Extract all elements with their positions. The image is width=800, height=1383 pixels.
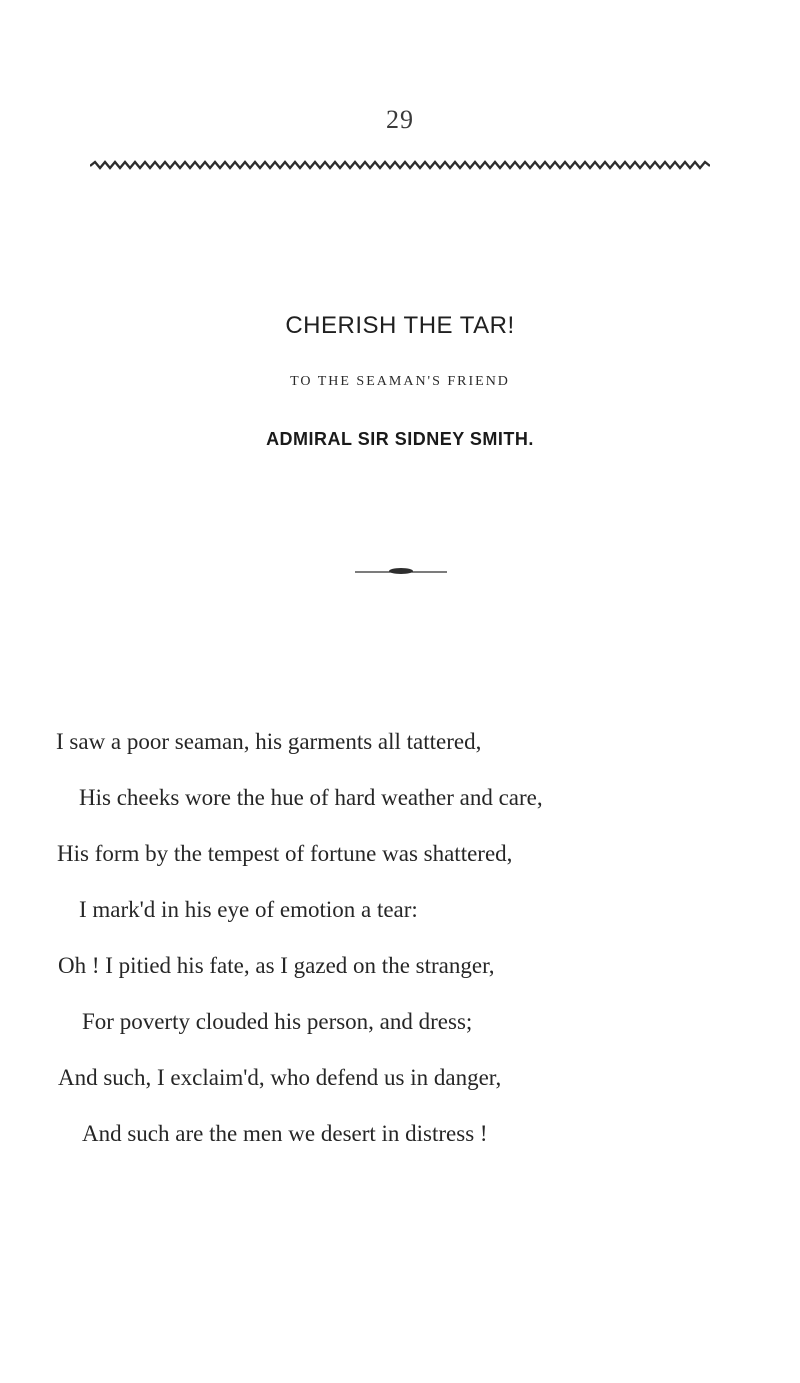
dedicatee-name: ADMIRAL SIR SIDNEY SMITH.	[266, 429, 534, 449]
poem-line: His cheeks wore the hue of hard weather and care,	[79, 785, 543, 810]
wave-border-ornament	[90, 160, 710, 172]
poem-line: And such, I exclaim'd, who defend us in danger,	[58, 1065, 502, 1090]
poem-title: CHERISH THE TAR!	[285, 312, 515, 339]
poem-line: For poverty clouded his person, and dress;	[82, 1009, 473, 1034]
poem-line: I mark'd in his eye of emotion a tear:	[79, 897, 418, 922]
rule-ornament	[355, 566, 447, 576]
dedication-line: TO THE SEAMAN'S FRIEND	[290, 374, 510, 389]
page-number: 29	[386, 105, 414, 134]
poem-line: His form by the tempest of fortune was shattered,	[57, 841, 513, 866]
poem-line: I saw a poor seaman, his garments all tattered,	[56, 729, 482, 754]
poem-line: Oh ! I pitied his fate, as I gazed on the stranger,	[58, 953, 495, 978]
poem-line: And such are the men we desert in distress !	[82, 1121, 488, 1146]
